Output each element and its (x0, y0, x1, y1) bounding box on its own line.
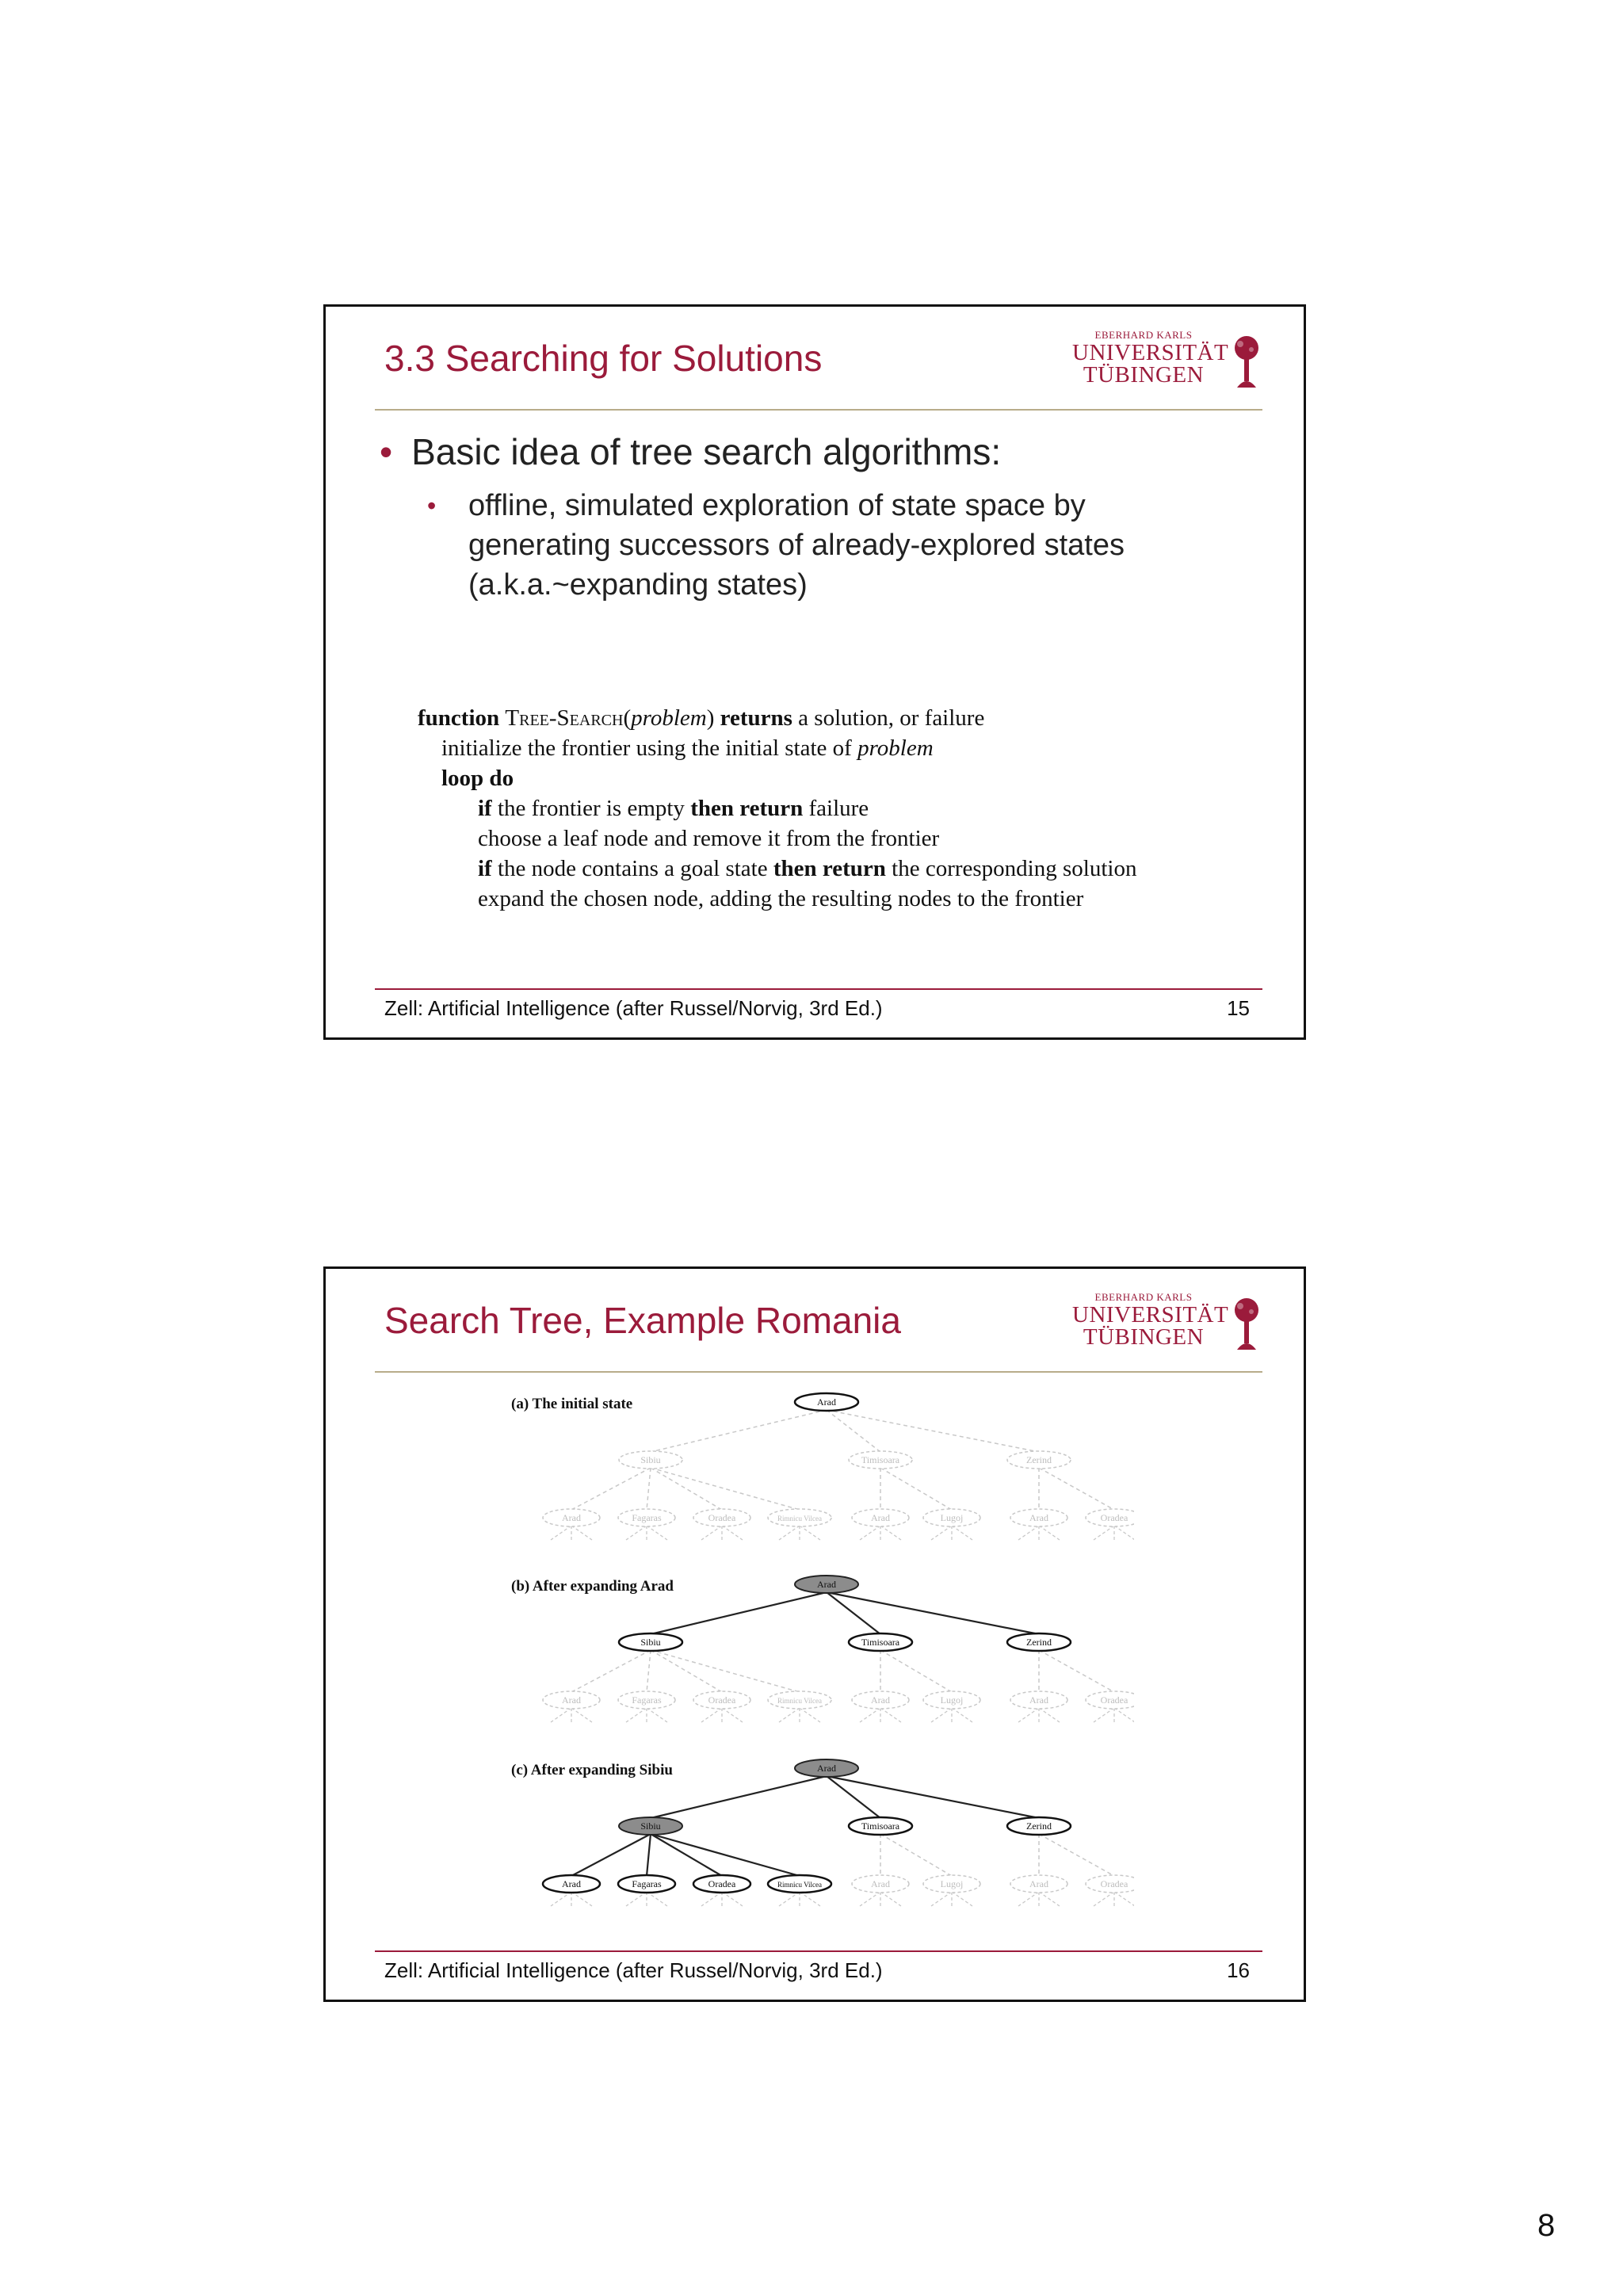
tree-stub-edge (626, 1892, 647, 1906)
tree-node-label: Fagaras (632, 1878, 662, 1889)
tree-edge (647, 1834, 651, 1876)
tree-node-label: Timisoara (861, 1454, 900, 1465)
tree-edge (651, 1834, 722, 1876)
tree-edge (880, 1468, 952, 1510)
footer-divider (375, 988, 1262, 990)
tree-stub-edge (952, 1526, 972, 1540)
slide-footer: Zell: Artificial Intelligence (after Russel/Norvig, 3rd Ed.) (384, 1958, 883, 1982)
panel-label: (c) After expanding Sibiu (511, 1762, 673, 1778)
bullet-icon: • (427, 491, 437, 520)
tree-node-label: Timisoara (861, 1637, 900, 1648)
code-line-3: loop do (441, 766, 514, 791)
tree-edge (827, 1776, 880, 1818)
page-number: 8 (1537, 2208, 1556, 2243)
code-line-7: expand the chosen node, adding the resulting nodes to the frontier (478, 886, 1084, 911)
tree-stub-edge (701, 1892, 722, 1906)
tree-edge (647, 1650, 651, 1692)
tree-stub-edge (626, 1708, 647, 1722)
tree-stub-edge (1094, 1526, 1114, 1540)
tree-node-label: Oradea (708, 1512, 736, 1523)
tree-node-label: Arad (1029, 1512, 1048, 1523)
slide-title: 3.3 Searching for Solutions (384, 338, 823, 379)
tree-node-label: Lugoj (940, 1694, 964, 1706)
tree-stub-edge (880, 1892, 901, 1906)
tree-stub-edge (626, 1526, 647, 1540)
tree-node-label: Lugoj (940, 1512, 964, 1523)
tree-stub-edge (1039, 1892, 1060, 1906)
tree-edge (1039, 1834, 1114, 1876)
slide-15 (323, 304, 1306, 1040)
tree-stub-edge (571, 1892, 592, 1906)
tree-node-label: Rimnicu Vilcea (777, 1697, 823, 1705)
tree-stub-edge (1018, 1892, 1039, 1906)
tree-stub-edge (1094, 1892, 1114, 1906)
tree-logo-icon (1231, 1296, 1262, 1353)
tree-edge (651, 1834, 800, 1876)
tree-node-label: Sibiu (640, 1820, 661, 1832)
tree-stub-edge (647, 1892, 667, 1906)
code-line-4: if the frontier is empty then return failure (478, 796, 869, 821)
tree-node-label: Arad (562, 1512, 581, 1523)
tree-stub-edge (1039, 1708, 1060, 1722)
tree-node-label: Zerind (1026, 1637, 1052, 1648)
tree-stub-edge (800, 1526, 820, 1540)
tree-node-label: Arad (817, 1579, 836, 1590)
tree-edge (651, 1468, 800, 1510)
tree-stub-edge (931, 1526, 952, 1540)
logo-line-2: UNIVERSITÄT (1072, 340, 1229, 365)
tree-node-label: Arad (562, 1878, 581, 1889)
tree-stub-edge (952, 1892, 972, 1906)
tree-edge (651, 1776, 827, 1818)
tree-edge (827, 1776, 1039, 1818)
logo-line-3: TÜBINGEN (1083, 1324, 1205, 1350)
tree-node-label: Sibiu (640, 1637, 661, 1648)
tree-stub-edge (860, 1892, 880, 1906)
tree-stub-edge (701, 1708, 722, 1722)
tree-edge (651, 1410, 827, 1452)
tree-stub-edge (860, 1708, 880, 1722)
tree-stub-edge (800, 1708, 820, 1722)
tree-stub-edge (647, 1526, 667, 1540)
tree-edge (571, 1834, 651, 1876)
university-logo (1072, 329, 1270, 392)
tree-stub-edge (1039, 1526, 1060, 1540)
tree-node-label: Oradea (708, 1878, 736, 1889)
tree-stub-edge (952, 1708, 972, 1722)
tree-stub-edge (701, 1526, 722, 1540)
tree-node-label: Arad (562, 1694, 581, 1706)
tree-node-label: Arad (871, 1878, 890, 1889)
tree-stub-edge (1018, 1526, 1039, 1540)
tree-node-label: Arad (871, 1512, 890, 1523)
tree-stub-edge (880, 1526, 901, 1540)
tree-stub-edge (722, 1892, 743, 1906)
tree-stub-edge (1018, 1708, 1039, 1722)
tree-stub-edge (1094, 1708, 1114, 1722)
tree-node-label: Timisoara (861, 1820, 900, 1832)
tree-stub-edge (860, 1526, 880, 1540)
tree-stub-edge (722, 1708, 743, 1722)
tree-stub-edge (880, 1708, 901, 1722)
tree-stub-edge (1114, 1526, 1134, 1540)
bullet-icon: • (380, 431, 393, 472)
search-tree-diagram (484, 1385, 1134, 1931)
tree-edge (651, 1650, 722, 1692)
tree-edge (827, 1592, 1039, 1634)
tree-edge (571, 1650, 651, 1692)
tree-node-label: Oradea (708, 1694, 736, 1706)
tree-edge (880, 1834, 952, 1876)
code-line-1: function Tree-Search(problem) returns a solution, or failure (418, 705, 985, 731)
tree-stub-edge (931, 1892, 952, 1906)
tree-node-label: Oradea (1100, 1694, 1128, 1706)
tree-stub-edge (551, 1892, 571, 1906)
tree-node-label: Arad (1029, 1878, 1048, 1889)
tree-edge (827, 1592, 880, 1634)
tree-node-label: Fagaras (632, 1694, 662, 1706)
bullet-level-1 (380, 430, 1001, 473)
tree-node-label: Arad (817, 1396, 836, 1408)
tree-edge (571, 1468, 651, 1510)
tree-stub-edge (551, 1708, 571, 1722)
tree-edge (651, 1592, 827, 1634)
slide-footer: Zell: Artificial Intelligence (after Russel/Norvig, 3rd Ed.) (384, 996, 883, 1020)
bullet-line: (a.k.a.~expanding states) (468, 568, 808, 602)
tree-edge (1039, 1650, 1114, 1692)
tree-node-label: Rimnicu Vilcea (777, 1515, 823, 1522)
logo-line-3: TÜBINGEN (1083, 362, 1205, 388)
tree-stub-edge (931, 1708, 952, 1722)
tree-edge (647, 1468, 651, 1510)
tree-logo-icon (1231, 334, 1262, 391)
tree-node-label: Rimnicu Vilcea (777, 1881, 823, 1889)
tree-node-label: Arad (871, 1694, 890, 1706)
tree-edge (827, 1410, 880, 1452)
bullet-text: Basic idea of tree search algorithms: (411, 431, 1002, 472)
tree-stub-edge (551, 1526, 571, 1540)
slide-16 (323, 1266, 1306, 2002)
tree-stub-edge (1114, 1892, 1134, 1906)
tree-edge (651, 1468, 722, 1510)
slide-number: 15 (1227, 996, 1250, 1020)
panel-label: (a) The initial state (511, 1396, 633, 1412)
tree-stub-edge (571, 1708, 592, 1722)
logo-line-2: UNIVERSITÄT (1072, 1302, 1229, 1328)
tree-stub-edge (571, 1526, 592, 1540)
tree-node-label: Zerind (1026, 1454, 1052, 1465)
title-divider (375, 409, 1262, 411)
logo-line-1: EBERHARD KARLS (1094, 1291, 1193, 1303)
slide-title: Search Tree, Example Romania (384, 1300, 901, 1341)
tree-edge (1039, 1468, 1114, 1510)
tree-edge (651, 1650, 800, 1692)
tree-stub-edge (800, 1892, 820, 1906)
slide-number: 16 (1227, 1958, 1250, 1982)
tree-node-label: Oradea (1100, 1878, 1128, 1889)
tree-search-pseudocode (418, 703, 1137, 914)
tree-edge (827, 1410, 1039, 1452)
tree-node-label: Fagaras (632, 1512, 662, 1523)
bullet-line: offline, simulated exploration of state space by (468, 489, 1086, 522)
tree-node-label: Sibiu (640, 1454, 661, 1465)
panel-label: (b) After expanding Arad (511, 1578, 674, 1595)
tree-node-label: Zerind (1026, 1820, 1052, 1832)
logo-line-1: EBERHARD KARLS (1094, 329, 1193, 341)
university-logo (1072, 1291, 1270, 1354)
tree-stub-edge (779, 1892, 800, 1906)
tree-stub-edge (779, 1708, 800, 1722)
tree-node-label: Lugoj (940, 1878, 964, 1889)
tree-stub-edge (647, 1708, 667, 1722)
bullet-line: generating successors of already-explored states (468, 529, 1125, 562)
footer-divider (375, 1950, 1262, 1952)
tree-stub-edge (722, 1526, 743, 1540)
tree-node-label: Arad (1029, 1694, 1048, 1706)
tree-node-label: Arad (817, 1763, 836, 1774)
tree-edge (880, 1650, 952, 1692)
tree-node-label: Oradea (1100, 1512, 1128, 1523)
code-line-5: choose a leaf node and remove it from the frontier (478, 826, 940, 851)
title-divider (375, 1371, 1262, 1373)
code-line-2: initialize the frontier using the initial state of problem (441, 735, 934, 761)
tree-stub-edge (1114, 1708, 1134, 1722)
code-line-6: if the node contains a goal state then return the corresponding solution (478, 856, 1137, 881)
tree-stub-edge (779, 1526, 800, 1540)
